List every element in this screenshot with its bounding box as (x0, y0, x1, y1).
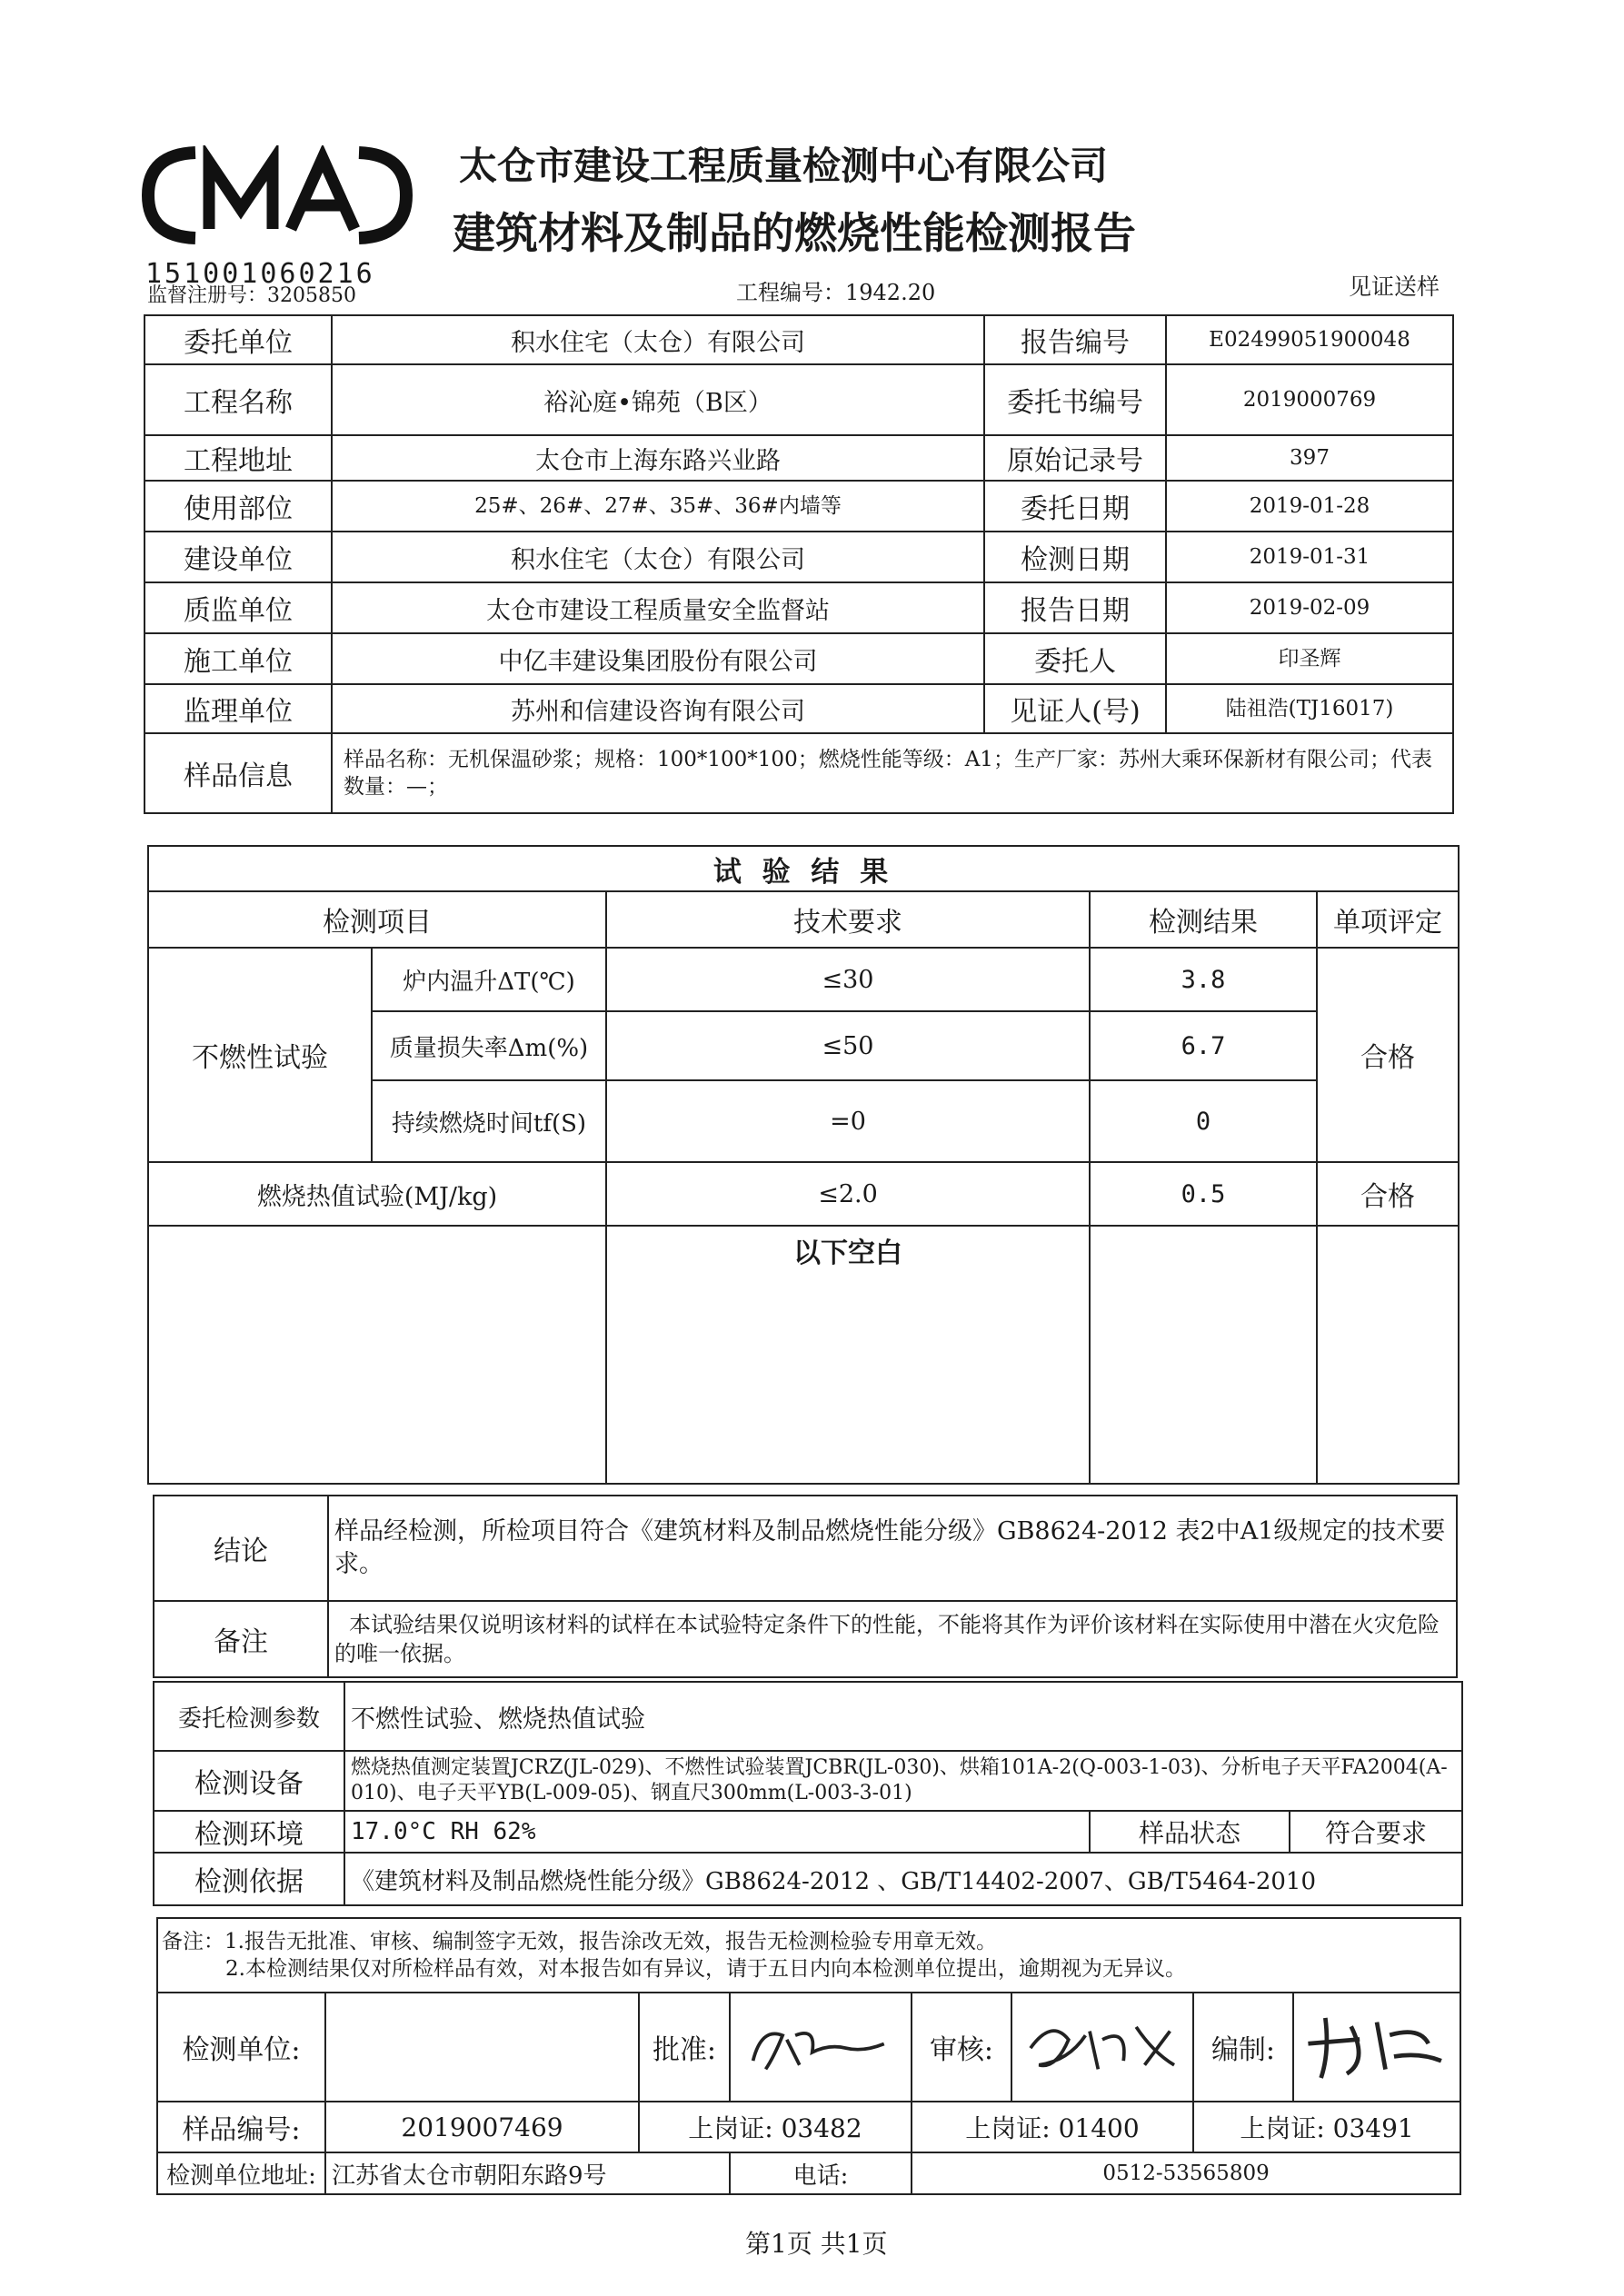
sample-no-value: 2019007469 (325, 2102, 639, 2152)
cma-number: 151001060216 (145, 258, 375, 290)
commissioner-label: 委托人 (984, 633, 1166, 684)
report-date-label: 报告日期 (984, 582, 1166, 633)
conclusion-label: 结论 (154, 1496, 328, 1601)
registration-number: 监督注册号：3205850 (147, 284, 356, 307)
blank-below-note: 以下空白 (606, 1226, 1090, 1484)
report-date-value: 2019-02-09 (1166, 582, 1453, 633)
contractor-value: 中亿丰建设集团股份有限公司 (332, 633, 984, 684)
supervision-label: 质监单位 (144, 582, 332, 633)
review-signature (1011, 1993, 1193, 2102)
remark-label: 备注 (154, 1601, 328, 1677)
sample-info: 样品名称：无机保温砂浆；规格：100*100*100；燃烧性能等级：A1；生产厂家：苏州大乘环保新材有限公司；代表数量：—； (332, 733, 1453, 813)
witness-label: 见证人(号) (984, 684, 1166, 733)
test-date-label: 检测日期 (984, 532, 1166, 582)
address-label: 检测单位地址: (157, 2152, 325, 2194)
r2-item: 质量损失率Δm(%) (372, 1011, 606, 1080)
footer-table (156, 1917, 1461, 2195)
environment-label: 检测环境 (154, 1811, 344, 1853)
report-title: 建筑材料及制品的燃烧性能检测报告 (453, 209, 1136, 259)
blank-cell (1090, 1226, 1317, 1484)
tel-value: 0512-53565809 (912, 2152, 1460, 2194)
report-no-label: 报告编号 (984, 315, 1166, 364)
r4-result: 0.5 (1090, 1162, 1317, 1226)
approve-signature (730, 1993, 912, 2102)
project-number: 工程编号：1942.20 (736, 280, 936, 305)
cert-compiler: 上岗证: 03491 (1193, 2102, 1460, 2152)
r1-requirement: ≤30 (606, 948, 1090, 1011)
address-label: 工程地址 (144, 435, 332, 481)
params-table (153, 1681, 1463, 1906)
basis-value: 《建筑材料及制品燃烧性能分级》GB8624-2012 、GB/T14402-2007、GB/T5464-2010 (344, 1853, 1462, 1905)
test-date-value: 2019-01-31 (1166, 532, 1453, 582)
param-label: 委托检测参数 (154, 1682, 344, 1751)
param-value: 不燃性试验、燃烧热值试验 (344, 1682, 1462, 1751)
supervision-value: 太仓市建设工程质量安全监督站 (332, 582, 984, 633)
commission-no-value: 2019000769 (1166, 364, 1453, 435)
address-value: 太仓市上海东路兴业路 (332, 435, 984, 481)
r3-item: 持续燃烧时间tf(S) (372, 1080, 606, 1162)
sample-label: 样品信息 (144, 733, 332, 813)
footer-notes (157, 1918, 1460, 1993)
raw-record-label: 原始记录号 (984, 435, 1166, 481)
sample-state-value: 符合要求 (1290, 1811, 1462, 1853)
footer-note-2: 2.本检测结果仅对所检样品有效，对本报告如有异议，请于五日内向本检测单位提出，逾期视为无异议。 (225, 1957, 1186, 1981)
report-no-value: E02499051900048 (1166, 315, 1453, 364)
conclusion-text: 样品经检测，所检项目符合《建筑材料及制品燃烧性能分级》GB8624-2012 表2中A1级规定的技术要求。 (328, 1496, 1457, 1601)
commission-date-value: 2019-01-28 (1166, 481, 1453, 532)
review-label: 审核: (912, 1993, 1011, 2102)
commissioner-value: 印圣辉 (1166, 633, 1453, 684)
group1-evaluation: 合格 (1317, 948, 1459, 1162)
basis-label: 检测依据 (154, 1853, 344, 1905)
results-heading: 试 验 结 果 (148, 846, 1459, 891)
company-name: 太仓市建设工程质量检测中心有限公司 (459, 144, 1109, 188)
info-table (144, 314, 1454, 814)
r2-result: 6.7 (1090, 1011, 1317, 1080)
compile-label: 编制: (1193, 1993, 1293, 2102)
col-result: 检测结果 (1090, 891, 1317, 948)
usage-value: 25#、26#、27#、35#、36#内墙等 (332, 481, 984, 532)
results-table (147, 845, 1460, 1485)
address-value: 江苏省太仓市朝阳东路9号 (325, 2152, 730, 2194)
usage-label: 使用部位 (144, 481, 332, 532)
witness-sample-label: 见证送样 (1349, 273, 1440, 300)
builder-value: 积水住宅（太仓）有限公司 (332, 532, 984, 582)
col-requirement: 技术要求 (606, 891, 1090, 948)
col-item: 检测项目 (148, 891, 606, 948)
remark-text: 本试验结果仅说明该材料的试样在本试验特定条件下的性能，不能将其作为评价该材料在实际使用中潜在火灾危险的唯一依据。 (328, 1601, 1457, 1677)
commission-no-label: 委托书编号 (984, 364, 1166, 435)
raw-record-value: 397 (1166, 435, 1453, 481)
cert-reviewer: 上岗证: 01400 (912, 2102, 1193, 2152)
col-evaluation: 单项评定 (1317, 891, 1459, 948)
supervisor-label: 监理单位 (144, 684, 332, 733)
compile-signature (1293, 1993, 1460, 2102)
r4-requirement: ≤2.0 (606, 1162, 1090, 1226)
builder-label: 建设单位 (144, 532, 332, 582)
conclusion-table (153, 1495, 1458, 1678)
cert-approver: 上岗证: 03482 (639, 2102, 912, 2152)
sample-state-label: 样品状态 (1090, 1811, 1290, 1853)
project-label: 工程名称 (144, 364, 332, 435)
noncombustibility-group: 不燃性试验 (148, 948, 372, 1162)
client-value: 积水住宅（太仓）有限公司 (332, 315, 984, 364)
cma-logo (141, 145, 413, 245)
environment-value: 17.0°C RH 62% (344, 1811, 1090, 1853)
commission-date-label: 委托日期 (984, 481, 1166, 532)
blank-cell (148, 1226, 606, 1484)
r1-item: 炉内温升ΔT(℃) (372, 948, 606, 1011)
equipment-label: 检测设备 (154, 1751, 344, 1811)
sample-no-label: 样品编号: (157, 2102, 325, 2152)
test-unit-value (325, 1993, 639, 2102)
contractor-label: 施工单位 (144, 633, 332, 684)
r2-requirement: ≤50 (606, 1011, 1090, 1080)
r3-result: 0 (1090, 1080, 1317, 1162)
equipment-value: 燃烧热值测定装置JCRZ(JL-029)、不燃性试验装置JCBR(JL-030)、烘箱101A-2(Q-003-1-03)、分析电子天平FA2004(A-010)、电子天平YB(L-009-05)、钢直尺300mm(L-003-3-01) (344, 1751, 1462, 1811)
tel-label: 电话: (730, 2152, 912, 2194)
witness-value: 陆祖浩(TJ16017) (1166, 684, 1453, 733)
test-unit-label: 检测单位: (157, 1993, 325, 2102)
r1-result: 3.8 (1090, 948, 1317, 1011)
blank-cell (1317, 1226, 1459, 1484)
approve-label: 批准: (639, 1993, 730, 2102)
supervisor-value: 苏州和信建设咨询有限公司 (332, 684, 984, 733)
r3-requirement: =0 (606, 1080, 1090, 1162)
r4-item: 燃烧热值试验(MJ/kg) (148, 1162, 606, 1226)
r4-evaluation: 合格 (1317, 1162, 1459, 1226)
project-value: 裕沁庭•锦苑（B区） (332, 364, 984, 435)
footer-note-1: 备注：1.报告无批准、审核、编制签字无效，报告涂改无效，报告无检测检验专用章无效。 (162, 1930, 997, 1953)
page-number: 第1页 共1页 (745, 2229, 888, 2259)
client-label: 委托单位 (144, 315, 332, 364)
